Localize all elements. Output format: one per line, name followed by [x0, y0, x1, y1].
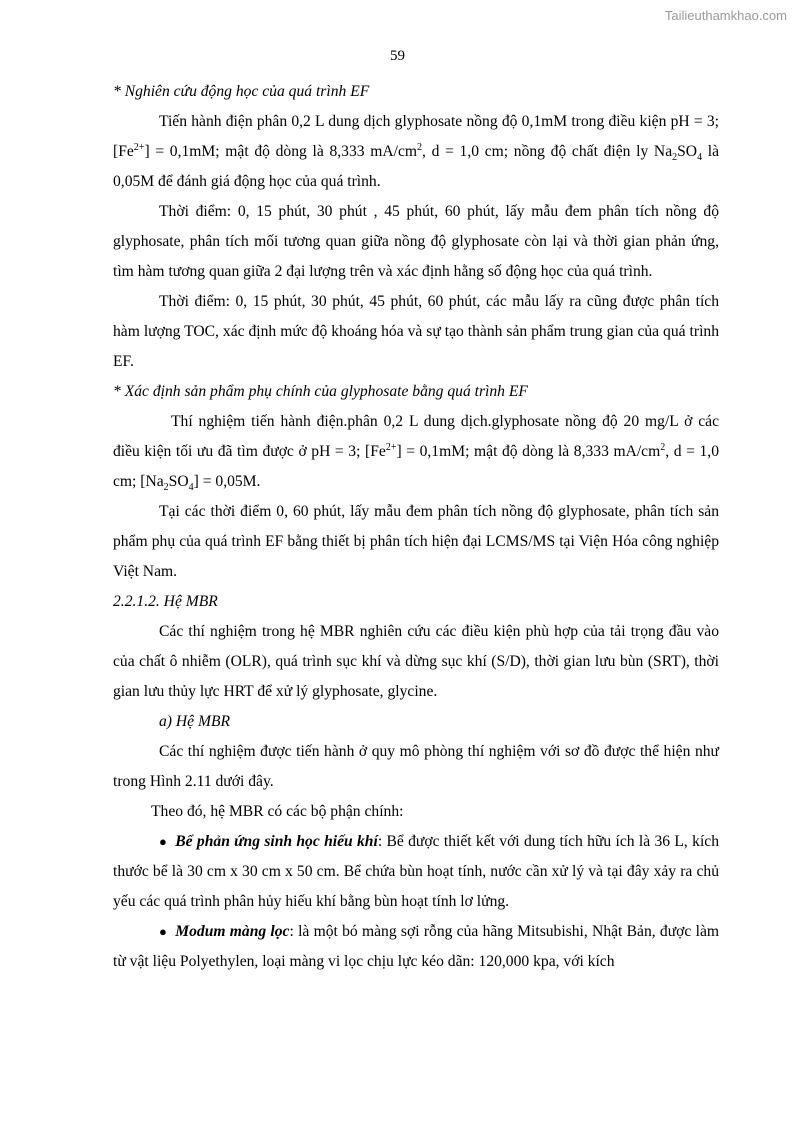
paragraph-mbr-experiments: Các thí nghiệm trong hệ MBR nghiên cứu các điều kiện phù hợp của tải trọng đầu vào của chất ô nhiễm (OLR), quá trình sục khí và dừng sục khí (S/D), thời gian lưu bùn (SRT), thời gian lưu thủy lực HRT để xử lý glyphosate, glycine.	[113, 623, 719, 700]
paragraph-lcms-analysis: Tại các thời điểm 0, 60 phút, lấy mẫu đem phân tích nồng độ glyphosate, phân tích sản phẩm phụ của quá trình EF bằng thiết bị phân tích hiện đại LCMS/MS tại Viện Hóa công nghiệp Việt Nam.	[113, 503, 719, 580]
paragraph-kinetics-setup: Tiến hành điện phân 0,2 L dung dịch glyphosate nồng độ 0,1mM trong điều kiện pH = 3; $[Fe^{2+}] = 0,1mM$; mật độ dòng là 8,333 $mA/cm^2$, d = 1,0 cm; nồng độ chất điện ly $Na_2SO_4$ là 0,05M để đánh giá động học của quá trình.	[113, 113, 720, 190]
page-number: 59	[390, 48, 405, 64]
section-heading-byproducts: * Xác định sản phẩm phụ chính của glyphosate bằng quá trình EF	[113, 383, 528, 400]
document-body	[113, 77, 719, 977]
paragraph-byproducts-setup: Thí nghiệm tiến hành điện.phân 0,2 L dung dịch.glyphosate nồng độ 20 mg/L ở các điều kiện tối ưu đã tìm được ở pH = 3; $[Fe^{2+}] = 0,1mM$; mật độ dòng là 8,333 $mA/cm^2$, d = 1,0 cm; $[Na_2SO_4] = 0,05M$.	[113, 413, 719, 494]
bullet-icon: ●	[159, 834, 168, 849]
paragraph-mbr-components-intro: Theo đó, hệ MBR có các bộ phận chính:	[151, 803, 404, 820]
list-item-membrane-module: ● Modum màng lọc: là một bó màng sợi rỗng của hãng Mitsubishi, Nhật Bản, được làm từ vật liệu Polyethylen, loại màng vi lọc chịu lực kéo dãn: 120,000 kpa, với kích	[113, 923, 719, 970]
list-item-bioreactor: ● Bể phản ứng sinh học hiếu khí: Bể được thiết kết với dung tích hữu ích là 36 L, kích thước bể là 30 cm x 30 cm x 50 cm. Bể chứa bùn hoạt tính, nước cần xử lý và tại đây xảy ra chủ yếu các quá trình phân hủy hiếu khí bằng bùn hoạt tính lơ lửng.	[113, 833, 719, 910]
paragraph-sampling-times: Thời điểm: 0, 15 phút, 30 phút , 45 phút, 60 phút, lấy mẫu đem phân tích nồng độ glyphosate, phân tích mối tương quan giữa nồng độ glyphosate còn lại và thời gian phản ứng, tìm hàm tương quan giữa 2 đại lượng trên và xác định hằng số động học của quá trình.	[113, 203, 719, 280]
sub-heading-mbr-system: a) Hệ MBR	[159, 713, 231, 730]
section-heading-kinetics: * Nghiên cứu động học của quá trình EF	[113, 83, 370, 100]
paragraph-toc-analysis: Thời điểm: 0, 15 phút, 30 phút, 45 phút, 60 phút, các mẫu lấy ra cũng được phân tích hàm lượng TOC, xác định mức độ khoáng hóa và sự tạo thành sản phẩm trung gian của quá trình EF.	[113, 293, 719, 370]
bullet-icon: ●	[159, 924, 168, 939]
watermark: Tailieuthamkhao.com	[664, 8, 787, 23]
section-heading-mbr: 2.2.1.2. Hệ MBR	[113, 593, 218, 610]
paragraph-mbr-lab-scale: Các thí nghiệm được tiến hành ở quy mô phòng thí nghiệm với sơ đồ được thể hiện như trong Hình 2.11 dưới đây.	[113, 743, 719, 790]
